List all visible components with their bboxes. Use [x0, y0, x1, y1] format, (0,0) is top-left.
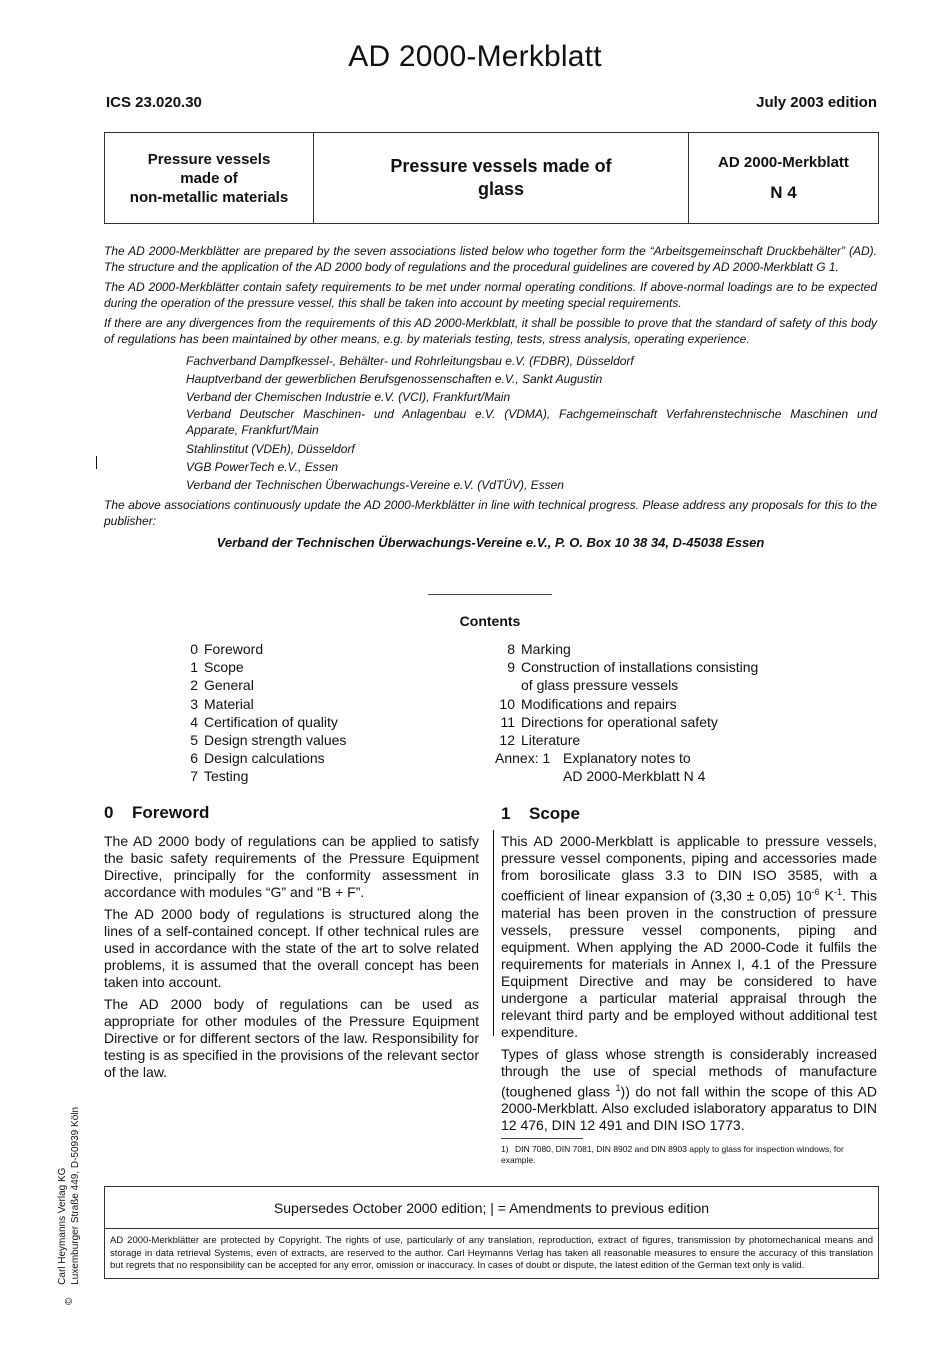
toc-number: 2: [190, 677, 198, 694]
toc-number: 0: [190, 641, 198, 657]
association-item: VGB PowerTech e.V., Essen: [186, 460, 339, 474]
section-title: Scope: [529, 804, 581, 823]
toc-label: Foreword: [204, 641, 264, 657]
toc-item[interactable]: [495, 676, 758, 694]
association-item: Stahlinstitut (VDEh), Düsseldorf: [186, 442, 355, 456]
scope-text: K: [819, 887, 834, 904]
intro-paragraph: If there are any divergences from the requirements of this AD 2000-Merkblatt, it shall be possible to prove that the standard of safety of this body of regulations has been maintained by other means, e.g. by materials testing, tests, stress analysis, operating experience.: [104, 316, 877, 346]
toc-item[interactable]: [495, 695, 758, 713]
scope-text: Types of glass whose strength is considerably increased through the use of special methods of manufacture (toughened glass: [501, 1045, 877, 1100]
annex-line: Explanatory notes to: [563, 750, 691, 767]
amendment-bar: [493, 830, 494, 1036]
footnote-separator: [501, 1138, 583, 1139]
annex-line: AD 2000-Merkblatt N 4: [563, 768, 706, 785]
footnote: [501, 1144, 877, 1166]
toc-number: 10: [499, 695, 515, 712]
category-cell: [105, 133, 314, 223]
ics-code: ICS 23.020.30: [106, 94, 202, 111]
toc-label: Material: [204, 695, 254, 712]
category-line: Pressure vessels: [147, 150, 271, 168]
toc-right: [495, 640, 758, 786]
exponent: -6: [811, 887, 820, 897]
toc-label: Literature: [521, 732, 581, 749]
association-item: Verband Deutscher Maschinen- und Anlagenbau e.V. (VDMA), Fachgemeinschaft Verfahrenstechnische Maschinen und Apparate, Frankfurt/Main: [186, 407, 877, 437]
category-line: made of: [180, 169, 238, 187]
toc-item[interactable]: [176, 713, 346, 731]
toc-number: 3: [190, 695, 198, 712]
separator-line: [428, 594, 552, 595]
publisher-address: Verband der Technischen Überwachungs-Vereine e.V., P. O. Box 10 38 34, D-45038 Essen: [216, 535, 765, 550]
toc-annex[interactable]: [495, 749, 758, 785]
header-box: [104, 132, 879, 224]
toc-label: Modifications and repairs: [521, 695, 677, 712]
doc-id-cell: [689, 133, 878, 223]
toc-item[interactable]: [176, 640, 346, 658]
toc-number: 9: [507, 659, 515, 676]
supersedes-box: Supersedes October 2000 edition; | = Amendments to previous edition: [104, 1186, 879, 1229]
section-title: Foreword: [132, 803, 210, 822]
section-number: 1: [501, 804, 511, 823]
document-title: AD 2000-Merkblatt: [348, 40, 602, 73]
subject-line: Pressure vessels made of: [390, 156, 612, 176]
toc-number: [495, 676, 521, 694]
footnote-ref[interactable]: 1: [615, 1082, 621, 1093]
scope-text: This AD 2000-Merkblatt is applicable to pressure vessels, pressure vessel components, piping and accessories made from borosilicate glass 3.3 to DIN ISO 3585, with a coefficient of linear expansion of (3,30 ± 0,05) 10: [501, 833, 877, 904]
toc-number: 5: [190, 732, 198, 749]
scope-paragraph: [501, 833, 877, 1041]
toc-number: 11: [500, 713, 515, 730]
foreword-heading: [104, 803, 209, 823]
toc-label: Scope: [204, 659, 244, 676]
toc-item[interactable]: [176, 676, 346, 694]
association-item: Fachverband Dampfkessel-, Behälter- und Rohrleitungsbau e.V. (FDBR), Düsseldorf: [186, 354, 634, 368]
edition-date: July 2003 edition: [756, 94, 877, 111]
subject-line: glass: [477, 179, 525, 199]
toc-number: 6: [190, 750, 198, 767]
toc-item[interactable]: [176, 767, 346, 785]
toc-label: General: [204, 677, 254, 694]
foreword-paragraph: The AD 2000 body of regulations is structured along the lines of a self-contained concept. If other technical rules are used in accordance with the state of the art to solve related problems, it is assumed that the overall concept has been taken into account.: [104, 906, 479, 990]
foreword-paragraph: The AD 2000 body of regulations can be applied to satisfy the basic safety requirements of the Pressure Equipment Directive, principally for the conformity assessment in accordance with modules “G” and “B + F”.: [104, 833, 479, 900]
toc-number: 1: [190, 659, 198, 676]
toc-item[interactable]: [495, 658, 758, 676]
section-number: 0: [104, 803, 114, 822]
toc-label: Design calculations: [204, 750, 325, 767]
copyright-notice: AD 2000-Merkblätter are protected by Copyright. The rights of use, particularly of any translation, reproduction, extract of figures, transmission by photomechanical means and storage in data retrieval Systems, even of extracts, are reserved to the author. Carl Heymanns Verlag has taken all reasonable measures to ensure the accuracy of this translation but regrets that no responsibility can be accepted for any error, omission or inaccuracy. In cases of doubt or dispute, the latest edition of the German text only is valid.: [104, 1228, 879, 1279]
foreword-column: [104, 833, 479, 1086]
toc-label: of glass pressure vessels: [521, 677, 679, 694]
toc-item[interactable]: [495, 640, 758, 658]
annex-prefix: Annex: 1: [495, 750, 551, 767]
toc-label: Certification of quality: [204, 713, 338, 730]
toc-label: Construction of installations consisting: [521, 659, 759, 676]
association-item: Verband der Technischen Überwachungs-Vereine e.V. (VdTÜV), Essen: [186, 478, 564, 492]
toc-label: Directions for operational safety: [521, 713, 718, 730]
toc-item[interactable]: [176, 695, 346, 713]
scope-text: . This material has been proven in the construction of pressure vessels, pressure vessel components, piping and equipment. When applying the AD 2000-Code it fulfils the requirements for materials in Annex I, 4.1 of the Pressure Equipment Directive and may be considered to have undergone a particular material appraisal through the relevant third party and be employed without additional test expenditure.: [501, 887, 877, 1040]
intro-section: [104, 244, 877, 556]
intro-paragraph: The AD 2000-Merkblätter are prepared by the seven associations listed below who together form the “Arbeitsgemeinschaft Druckbehälter” (AD). The structure and the application of the AD 2000 body of regulations and the procedural guidelines are covered by AD 2000-Merkblatt G 1.: [104, 244, 877, 274]
copyright-symbol: ©: [63, 1297, 75, 1305]
intro-paragraph: The AD 2000-Merkblätter contain safety requirements to be met under normal operating conditions. If above-normal loadings are to be expected during the operation of the pressure vessel, this shall be taken into account by meeting special requirements.: [104, 280, 877, 310]
toc-number: 8: [507, 641, 515, 657]
toc-item[interactable]: [176, 749, 346, 767]
association-item: Hauptverband der gewerblichen Berufsgenossenschaften e.V., Sankt Augustin: [186, 372, 603, 386]
toc-number: 7: [190, 768, 198, 785]
toc-number: 12: [499, 732, 515, 749]
subject-cell: [314, 133, 689, 223]
toc-label: Design strength values: [204, 732, 347, 749]
footnote-mark: 1): [501, 1144, 509, 1154]
toc-item[interactable]: [495, 731, 758, 749]
scope-column: [501, 833, 877, 1139]
contents-heading: Contents: [459, 613, 521, 629]
toc-number: 4: [190, 713, 198, 730]
publisher-address-side: Luxemburger Straße 449, D-50939 Köln: [70, 1106, 81, 1285]
publisher-sidebar: [56, 1107, 82, 1305]
footnote-text: DIN 7080, DIN 7081, DIN 8902 and DIN 8903 apply to glass for inspection windows, for example.: [501, 1144, 844, 1165]
exponent: -1: [833, 887, 842, 897]
toc-item[interactable]: [176, 658, 346, 676]
toc-label: Testing: [204, 768, 249, 785]
toc-item[interactable]: [176, 731, 346, 749]
category-line: non-metallic materials: [129, 188, 289, 206]
doc-number: N 4: [770, 183, 797, 202]
foreword-paragraph: The AD 2000 body of regulations can be used as appropriate for other modules of the Pressure Equipment Directive or for different sectors of the law. Responsibility for testing is as specified in the provisions of the relevant sector of the law.: [104, 996, 479, 1080]
scope-paragraph: [501, 1046, 877, 1135]
association-item: Verband der Chemischen Industrie e.V. (VCI), Frankfurt/Main: [186, 390, 511, 404]
scope-heading: [501, 804, 580, 824]
publisher-name: Carl Heymanns Verlag KG: [57, 1167, 68, 1285]
scope-text: )) do not fall within the scope of this AD 2000-Merkblatt. Also excluded islaboratory apparatus to DIN 12 476, DIN 12 491 and DIN ISO 1773.: [501, 1083, 877, 1134]
toc-label: Marking: [521, 641, 571, 657]
toc-item[interactable]: [495, 713, 758, 731]
toc-left: [176, 640, 346, 786]
intro-paragraph: The above associations continuously update the AD 2000-Merkblätter in line with technical progress. Please address any proposals for this to the publisher:: [104, 498, 877, 528]
amendment-bar: [96, 456, 97, 469]
doc-name: AD 2000-Merkblatt: [718, 154, 849, 171]
